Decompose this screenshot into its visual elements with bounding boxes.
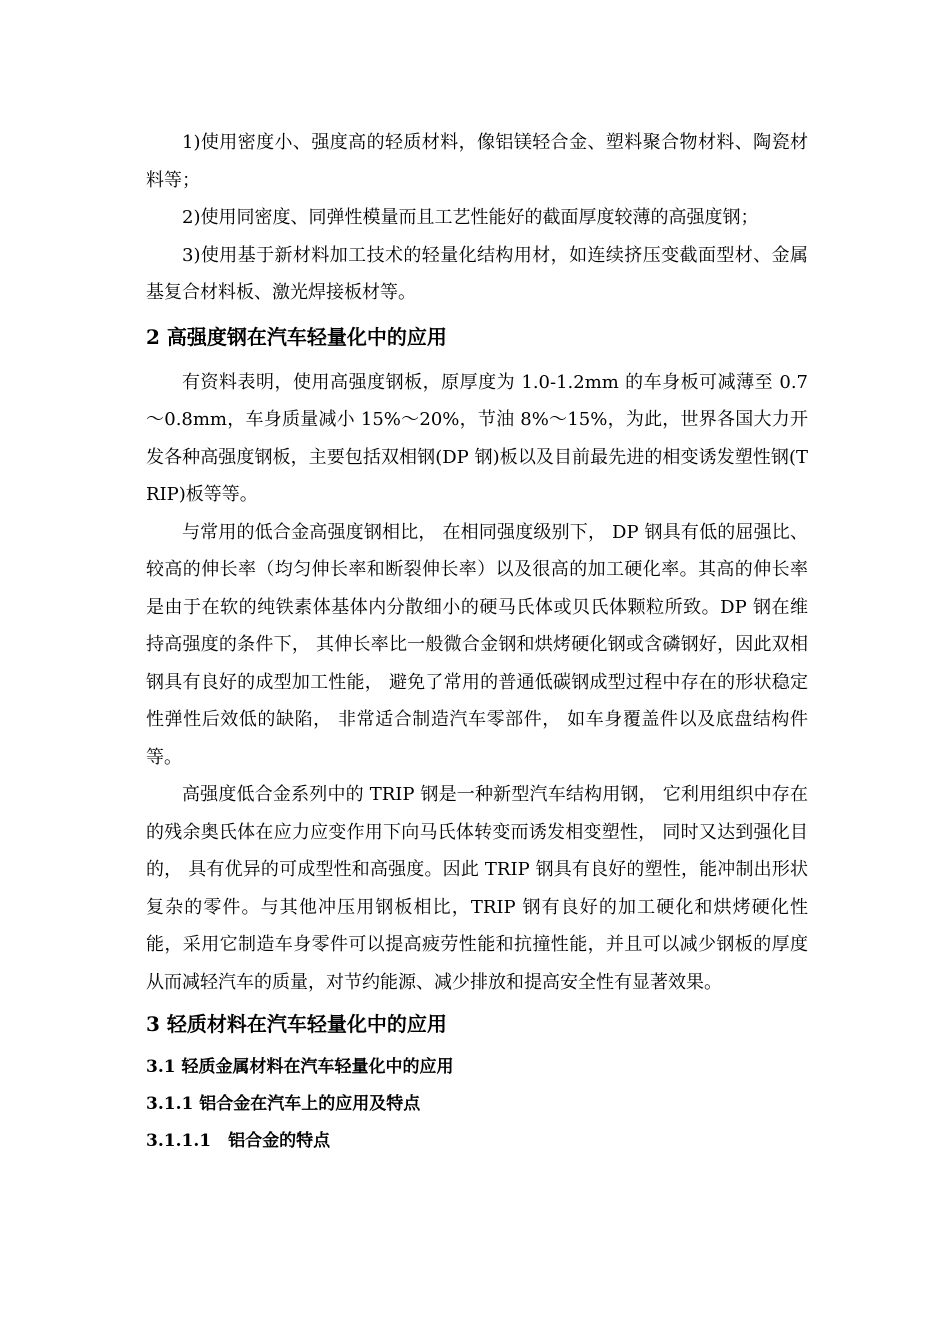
intro-item-2: 2)使用同密度、同弹性模量而且工艺性能好的截面厚度较薄的高强度钢； [182, 207, 759, 228]
section-3-heading: 3 轻质材料在汽车轻量化中的应用 [146, 1012, 447, 1036]
section-2-heading: 2 高强度钢在汽车轻量化中的应用 [146, 324, 447, 349]
section-3-1-heading: 3.1 轻质金属材料在汽车轻量化中的应用 [146, 1057, 454, 1077]
section-2-paragraph-1: 有资料表明，使用高强度钢板，原厚度为 1.0-1.2mm 的车身板可减薄至 0.7～0.8mm，车身质量减小 15%～20%，节油 8%～15%，为此，世界各国大力开发各种高强度钢板，主要包括双相钢(DP 钢)板以及目前最先进的相变诱发塑性钢(TRIP)板等等。 [146, 371, 808, 505]
section-2-paragraph-3: 高强度低合金系列中的 TRIP 钢是一种新型汽车结构用钢， 它利用组织中存在的残余奥氏体在应力应变作用下向马氏体转变而诱发相变塑性， 同时又达到强化目的， 具有优异的可成型性和高强度。因此 TRIP 钢具有良好的塑性，能冲制出形状复杂的零件。与其他冲压用钢板相比，TRIP 钢有良好的加工硬化和烘烤硬化性能，采用它制造车身零件可以提高疲劳性能和抗撞性能，并且可以减少钢板的厚度从而减轻汽车的质量，对节约能源、减少排放和提高安全性有显著效果。 [146, 784, 808, 993]
intro-item-1: 1)使用密度小、强度高的轻质材料，像铝镁轻合金、塑料聚合物材料、陶瓷材料等； [146, 132, 808, 191]
section-3-1-1-heading: 3.1.1 铝合金在汽车上的应用及特点 [146, 1094, 421, 1114]
section-3-1-1-1-heading: 3.1.1.1 铝合金的特点 [146, 1131, 331, 1151]
section-2-paragraph-2: 与常用的低合金高强度钢相比， 在相同强度级别下， DP 钢具有低的屈强比、较高的伸长率（均匀伸长率和断裂伸长率）以及很高的加工硬化率。其高的伸长率是由于在软的纯铁素体基体内分散细小的硬马氏体或贝氏体颗粒所致。DP 钢在维持高强度的条件下， 其伸长率比一般微合金钢和烘烤硬化钢或含磷钢好，因此双相钢具有良好的成型加工性能， 避免了常用的普通低碳钢成型过程中存在的形状稳定性弹性后效低的缺陷， 非常适合制造汽车零部件， 如车身覆盖件以及底盘结构件等。 [146, 521, 808, 768]
document-page [146, 124, 808, 1160]
intro-item-3: 3)使用基于新材料加工技术的轻量化结构用材，如连续挤压变截面型材、金属基复合材料板、激光焊接板材等。 [146, 244, 808, 303]
